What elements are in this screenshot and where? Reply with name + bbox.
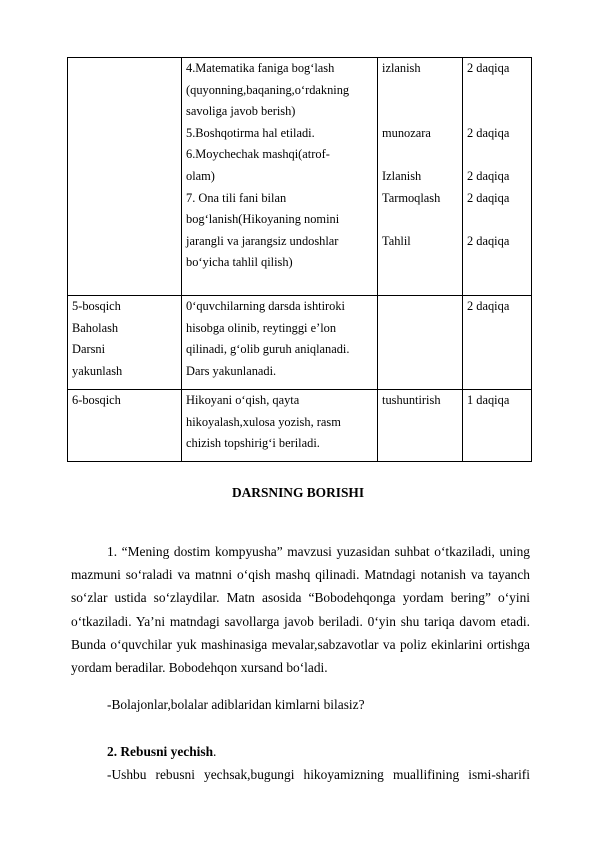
method-cell — [378, 296, 463, 390]
cell-spacer — [382, 80, 458, 102]
time-cell — [463, 390, 532, 462]
cell-spacer — [467, 144, 527, 166]
last-line: -Ushbu rebusni yechsak,bugungi hikoyamizning muallifining ismi-sharifi — [107, 767, 530, 782]
cell-line: bo‘yicha tahlil qilish) — [186, 255, 293, 270]
stage-cell — [68, 296, 182, 390]
time-cell — [463, 296, 532, 390]
table-row — [68, 390, 532, 462]
cell-line: yakunlash — [72, 363, 123, 378]
section-title-period: . — [213, 744, 217, 759]
cell-line: 2 daqiqa — [467, 61, 510, 75]
cell-line: munozara — [382, 125, 431, 140]
cell-line: savoliga javob berish) — [186, 104, 296, 119]
lesson-plan-table — [67, 57, 532, 462]
cell-line: 2 daqiqa — [467, 299, 510, 313]
cell-line: 2 daqiqa — [467, 125, 510, 140]
cell-line: tushuntirish — [382, 393, 441, 407]
cell-line: Tarmoqlash — [382, 190, 441, 205]
content-cell — [182, 296, 378, 390]
body-paragraph: 1. “Mening dostim kompyusha” mavzusi yuzasidan suhbat o‘tkaziladi, uning mazmuni so‘raladi va matnni o‘qish mashq qilinadi. Matndagi notanish va tayanch so‘zlar ustida so‘zlaydilar. Matn asosida “Bobodehqonga yordam bering” o‘yini o‘tkaziladi. Ya’ni matndagi savollarga javob beriladi. 0‘yin shu tariqa davom etadi. Bunda o‘quvchilar yuk mashinasiga mevalar,sabzavotlar va poliz ekinlarini ortishga yordam beradilar. Bobodehqon xursand bo‘ladi. — [71, 544, 530, 676]
cell-line: Darsni — [72, 342, 106, 357]
question-line: -Bolajonlar,bolalar adiblaridan kimlarni bilasiz? — [107, 697, 365, 712]
cell-line: 4.Matematika faniga bog‘lash — [186, 61, 335, 75]
cell-line: hikoyalash,xulosa yozish, rasm — [186, 414, 341, 429]
content-cell — [182, 390, 378, 462]
cell-spacer — [467, 80, 527, 102]
cell-spacer — [467, 101, 527, 123]
content-cell — [182, 58, 378, 296]
cell-line: 5-bosqich — [72, 299, 121, 313]
cell-line: olam) — [186, 168, 215, 183]
cell-line: hisobga olinib, reytinggi e’lon — [186, 320, 337, 335]
cell-line: chizish topshirig‘i beriladi. — [186, 436, 320, 451]
section-title-text: 2. Rebusni yechish — [107, 744, 214, 759]
cell-line: 2 daqiqa — [467, 233, 510, 248]
stage-cell — [68, 390, 182, 462]
cell-line: 6.Moychechak mashqi(atrof- — [186, 147, 330, 162]
cell-line: 0‘quvchilarning darsda ishtiroki — [186, 299, 345, 313]
section-title — [107, 740, 216, 763]
cell-line: Dars yakunlanadi. — [186, 363, 277, 378]
cell-line: 2 daqiqa — [467, 190, 510, 205]
cell-spacer — [382, 101, 458, 123]
cell-line: 5.Boshqotirma hal etiladi. — [186, 125, 315, 140]
method-cell — [378, 390, 463, 462]
cell-line: (quyonning,baqaning,o‘rdakning — [186, 82, 350, 97]
table-row — [68, 58, 532, 296]
cell-line: 7. Ona tili fani bilan — [186, 190, 287, 205]
cell-spacer — [467, 209, 527, 231]
cell-line: 6-bosqich — [72, 393, 121, 407]
cell-line: Izlanish — [382, 168, 422, 183]
cell-spacer — [382, 144, 458, 166]
cell-line: qilinadi, g‘olib guruh aniqlanadi. — [186, 342, 350, 357]
method-cell — [378, 58, 463, 296]
cell-line: jarangli va jarangsiz undoshlar — [186, 233, 339, 248]
stage-cell — [68, 58, 182, 296]
cell-line: Baholash — [72, 320, 119, 335]
section-heading: DARSNING BORISHI — [231, 485, 365, 500]
cell-line: Hikoyani o‘qish, qayta — [186, 393, 300, 407]
time-cell — [463, 58, 532, 296]
cell-line: 2 daqiqa — [467, 168, 510, 183]
table-row — [68, 296, 532, 390]
cell-line: Tahlil — [382, 233, 411, 248]
cell-spacer — [382, 209, 458, 231]
cell-line: izlanish — [382, 61, 421, 75]
cell-line: bog‘lanish(Hikoyaning nomini — [186, 212, 340, 227]
cell-line: 1 daqiqa — [467, 393, 510, 407]
